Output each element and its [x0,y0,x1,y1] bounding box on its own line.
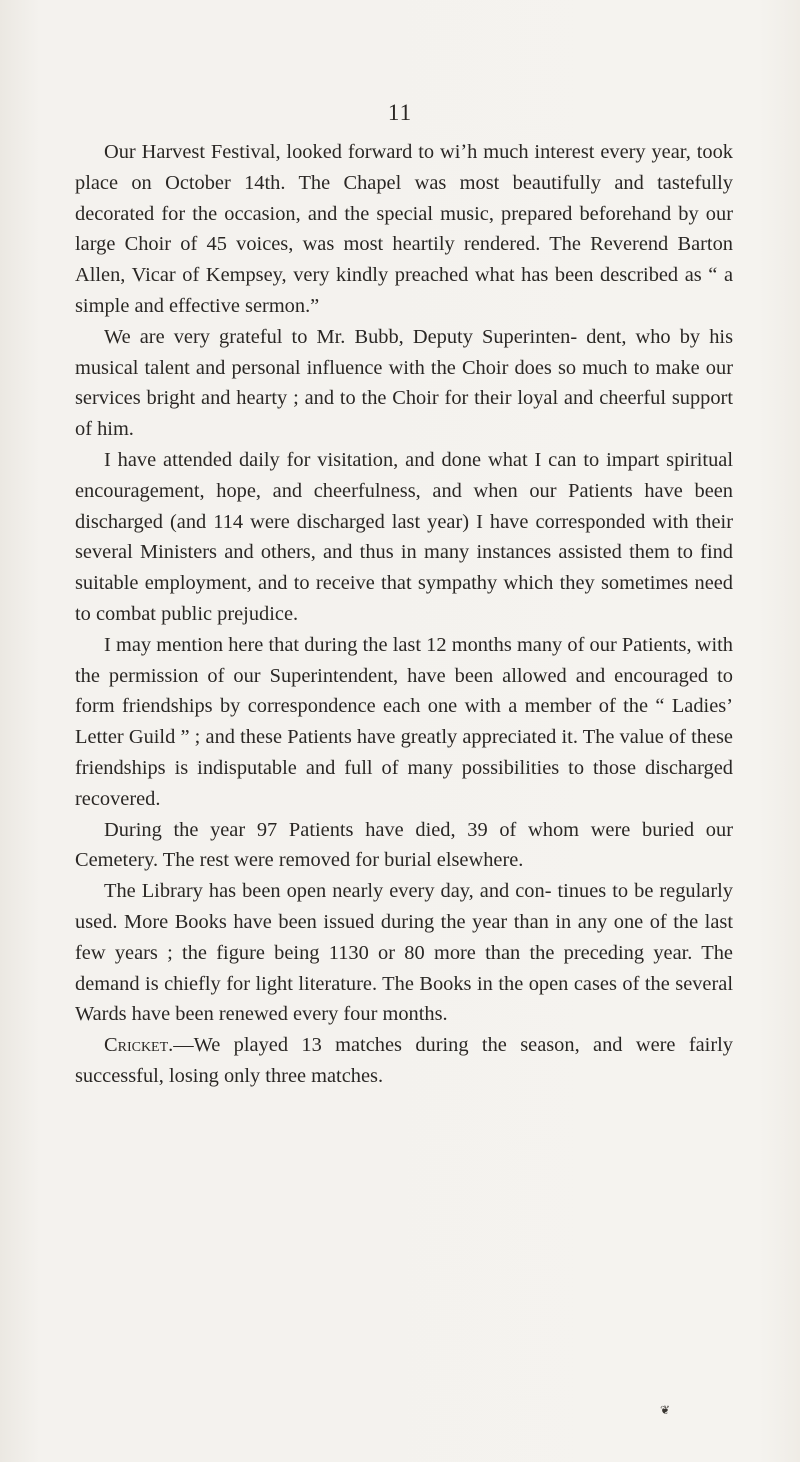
paragraph-deaths: During the year 97 Patients have died, 39 of whom were buried our Cemetery. The rest were removed for burial elsewhere. [75,818,733,872]
paragraph-visitation: I have attended daily for visitation, and done what I can to impart spiritual encouragement, hope, and cheerfulness, and when our Patients have been discharged (and 114 were discharged last year) I have corresponded with their several Ministers and others, and thus in many instances assisted them to find suitable employment, and to receive that sympathy which they sometimes need to combat public prejudice. [75,448,733,625]
paragraph-letter-guild: I may mention here that during the last 12 months many of our Patients, with the permission of our Superintendent, have been allowed and encouraged to form friendships by correspondence each one with a member of the “ Ladies’ Letter Guild ” ; and these Patients have greatly appreciated it. The value of these friendships is indisputable and full of many possibilities to those discharged recovered. [75,633,733,810]
paragraph-harvest-festival: Our Harvest Festival, looked forward to wiʼh much interest every year, took place on October 14th. The Chapel was most beautifully and tastefully decorated for the occasion, and the special music, prepared beforehand by our large Choir of 45 voices, was most heartily rendered. The Reverend Barton Allen, Vicar of Kempsey, very kindly preached what has been described as “ a simple and effective sermon.” [75,141,733,317]
printer-mark: ❦ [660,1403,671,1417]
cricket-heading: Cricket. [104,1034,174,1057]
cricket-text: —We played 13 matches during the season, and were fairly successful, losing only three matches. [75,1034,733,1087]
paragraph-library: The Library has been open nearly every day, and con- tinues to be regularly used. More Books have been issued during the year than in any one of the last few years ; the figure being 1130 or 80 more than the preceding year. The demand is chiefly for light literature. The Books in the open cases of the several Wards have been renewed every four months. [75,880,733,1026]
paragraph-cricket [75,1030,733,1092]
paragraph-choir-thanks: We are very grateful to Mr. Bubb, Deputy Superinten- dent, who by his musical talent and personal influence with the Choir does so much to make our services bright and hearty ; and to the Choir for their loyal and cheerful support of him. [75,325,733,441]
page-number: 11 [387,100,413,125]
body-text [75,137,733,1092]
